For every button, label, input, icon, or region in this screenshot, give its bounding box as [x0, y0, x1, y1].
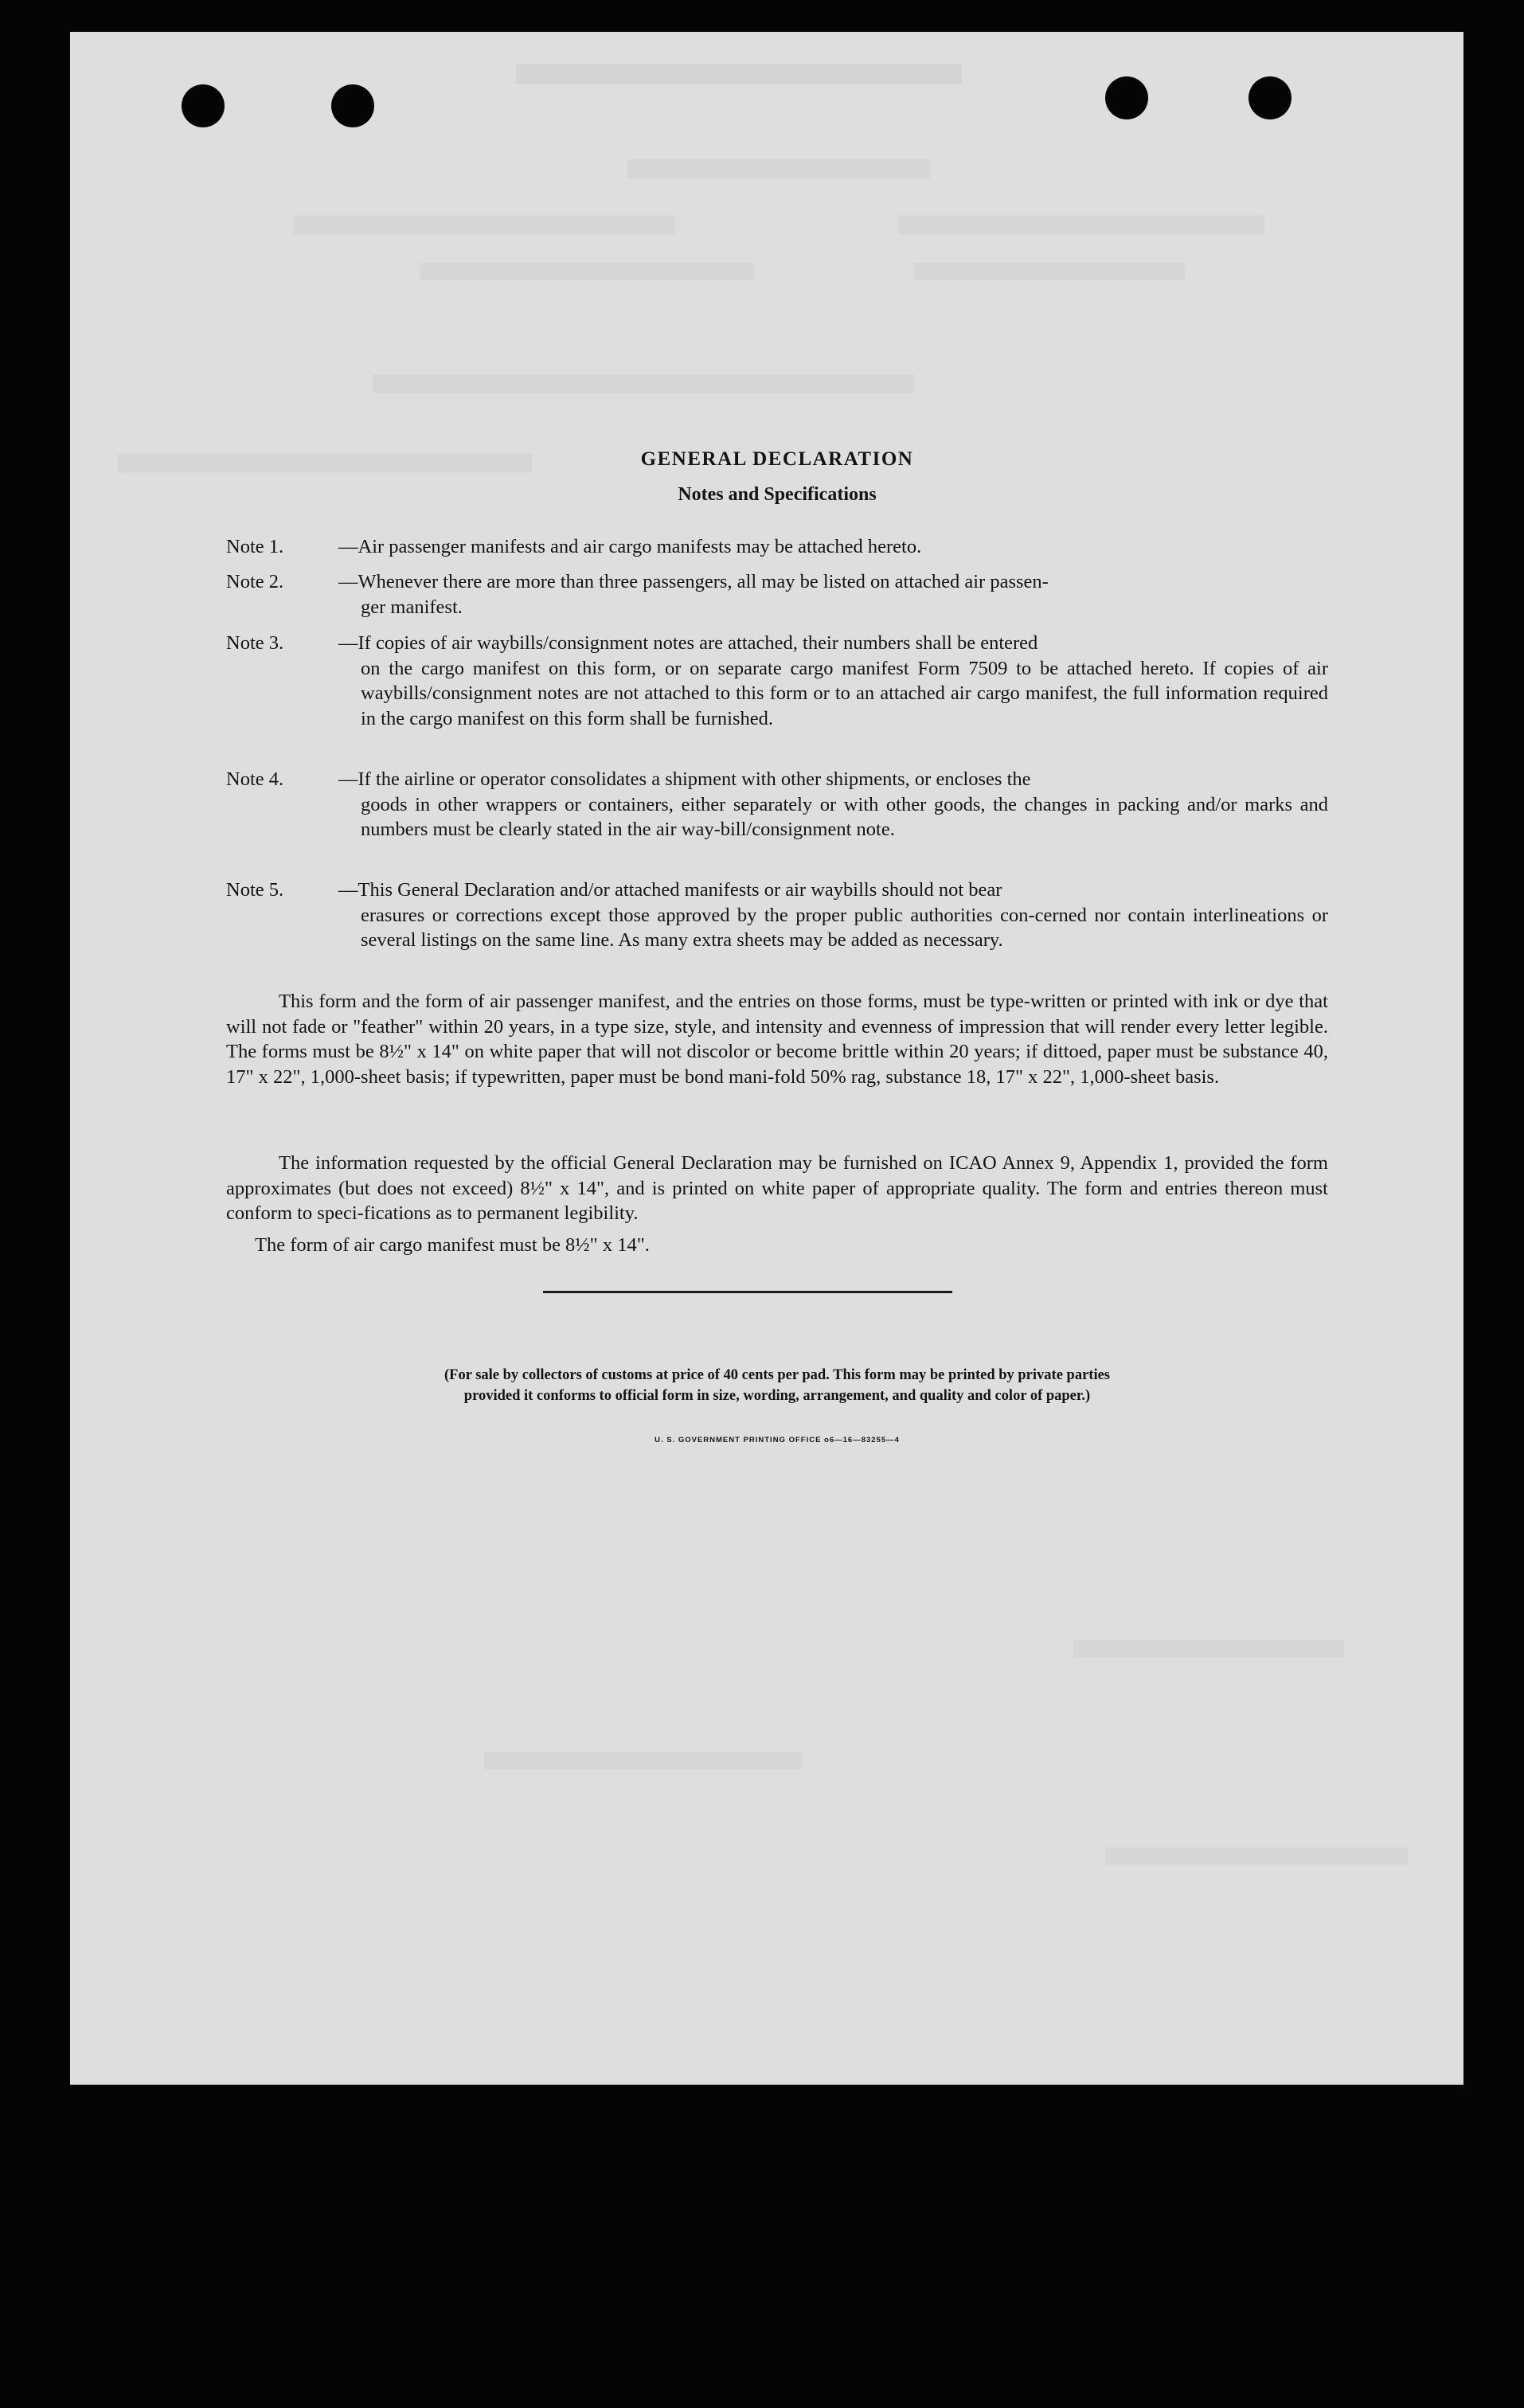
sale-note-line-2: provided it conforms to official form in size, wording, arrangement, and quality and color of paper.): [463, 1388, 1091, 1404]
note-label: Note 5.: [226, 879, 284, 901]
punch-hole-left-2: [331, 84, 374, 127]
sale-note-line-1: (For sale by collectors of customs at price of 40 cents per pad. This form may be printed by private parties: [444, 1367, 1110, 1383]
note-text: —If the airline or operator consolidates a shipment with other shipments, or encloses the: [338, 768, 1031, 790]
note-3: [226, 631, 1328, 731]
note-text: —Air passenger manifests and air cargo manifests may be attached hereto.: [338, 536, 922, 557]
divider-line: [543, 1291, 952, 1293]
punch-hole-right-2: [1249, 76, 1291, 119]
page-title: GENERAL DECLARATION: [640, 448, 914, 470]
note-text-continued: goods in other wrappers or containers, either separately or with other goods, the changes in packing and/or marks and numbers must be clearly stated in the air way-bill/consignment note.: [361, 793, 1328, 840]
note-2: [226, 569, 1328, 620]
document-page: [70, 32, 1463, 2085]
paragraph-icao-annex: The information requested by the official General Declaration may be furnished on ICAO Annex 9, Appendix 1, provided the form approximates (but does not exceed) 8½" x 14", and is printed on white paper of appropriate quality. The form and entries thereon must conform to speci-fications as to permanent legibility.: [226, 1152, 1328, 1224]
paragraph-cargo-manifest-size: The form of air cargo manifest must be 8½" x 14".: [255, 1234, 650, 1256]
note-5: [226, 878, 1328, 953]
note-label: Note 1.: [226, 536, 284, 557]
note-text-continued: on the cargo manifest on this form, or on separate cargo manifest Form 7509 to be attached hereto. If copies of air waybills/consignment notes are not attached to this form or to an attached air cargo manifest, the full information required in the cargo manifest on this form shall be furnished.: [361, 657, 1328, 729]
note-label: Note 4.: [226, 768, 284, 790]
punch-hole-left-1: [182, 84, 225, 127]
note-text: —This General Declaration and/or attached manifests or air waybills should not bear: [338, 879, 1002, 901]
note-text: —If copies of air waybills/consignment notes are attached, their numbers shall be entered: [338, 632, 1038, 654]
note-4: [226, 767, 1328, 842]
note-1: [226, 534, 1328, 560]
note-text-continued: erasures or corrections except those approved by the proper public authorities con-cerned nor contain interlineations or several listings on the same line. As many extra sheets may be added as necessary.: [361, 904, 1328, 951]
note-text: —Whenever there are more than three passengers, all may be listed on attached air passen-: [338, 571, 1049, 592]
printing-office-imprint: U. S. GOVERNMENT PRINTING OFFICE o6—16—83255—4: [655, 1436, 900, 1444]
note-text-continued: ger manifest.: [361, 596, 463, 618]
sale-note: [226, 1365, 1328, 1406]
page-subtitle: Notes and Specifications: [678, 484, 877, 505]
note-label: Note 2.: [226, 571, 284, 592]
paragraph-type-specifications: This form and the form of air passenger manifest, and the entries on those forms, must be type-written or printed with ink or dye that will not fade or "feather" within 20 years, in a type size, style, and intensity and evenness of impression that will render every letter legible. The forms must be 8½" x 14" on white paper that will not discolor or become brittle within 20 years; if dittoed, paper must be substance 40, 17" x 22", 1,000-sheet basis; if typewritten, paper must be bond mani-fold 50% rag, substance 18, 17" x 22", 1,000-sheet basis.: [226, 991, 1328, 1088]
note-label: Note 3.: [226, 632, 284, 654]
punch-hole-right-1: [1105, 76, 1148, 119]
